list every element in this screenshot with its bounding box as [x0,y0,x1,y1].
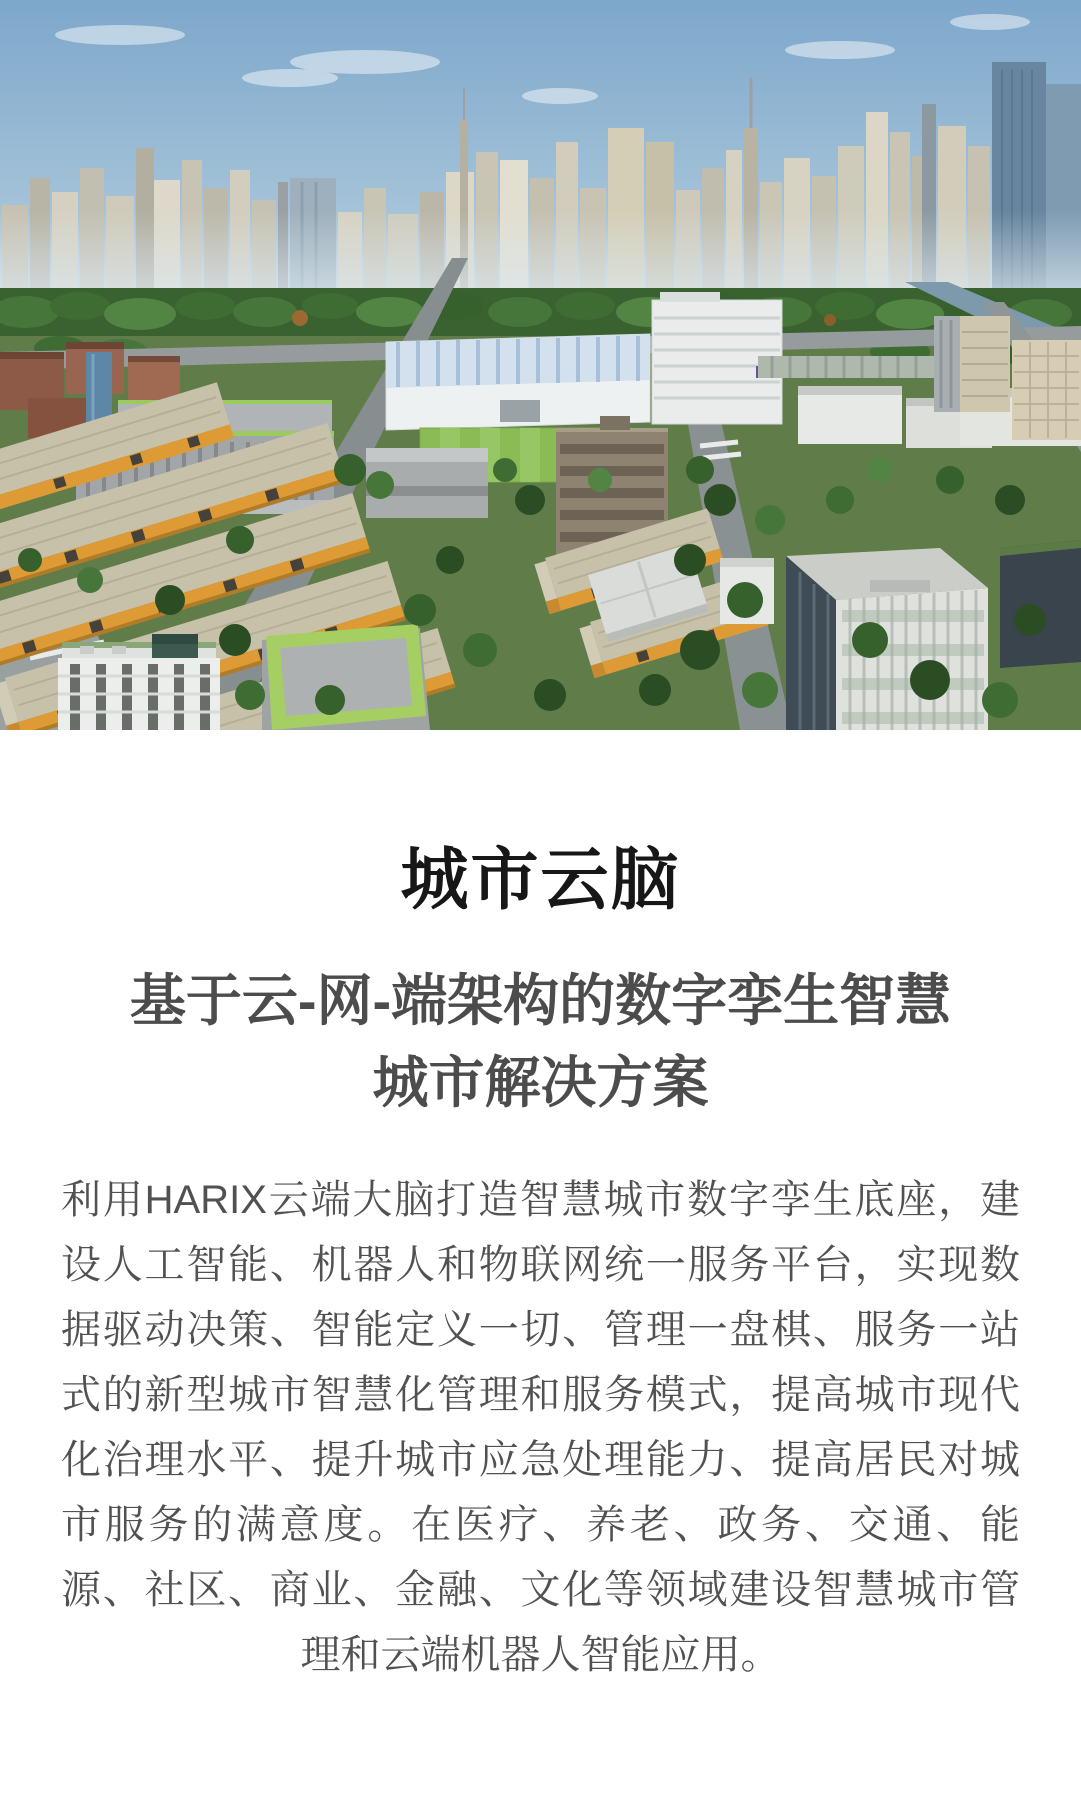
body-paragraph: 利用HARIX云端大脑打造智慧城市数字孪生底座，建设人工智能、机器人和物联网统一服务平台，实现数据驱动决策、智能定义一切、管理一盘棋、服务一站式的新型城市智慧化管理和服务模式，提高城市现代化治理水平、提升城市应急处理能力、提高居民对城市服务的满意度。在医疗、养老、政务、交通、能源、社区、商业、金融、文化等领域建设智慧城市管理和云端机器人智能应用。 [61,1178,1020,1677]
green-roof-building [262,624,430,730]
subtitle-line-1: 基于云-网-端架构的数字孪生智慧 [129,969,952,1032]
content-section [0,840,1081,1688]
hero-city-image [0,0,1081,730]
expo-hall [386,334,650,430]
residential-building [58,634,220,730]
page-subtitle [0,960,1081,1124]
page-title: 城市云脑 [400,842,681,918]
dark-glass-slab [1000,540,1081,668]
subtitle-line-2: 城市解决方案 [372,1051,709,1114]
